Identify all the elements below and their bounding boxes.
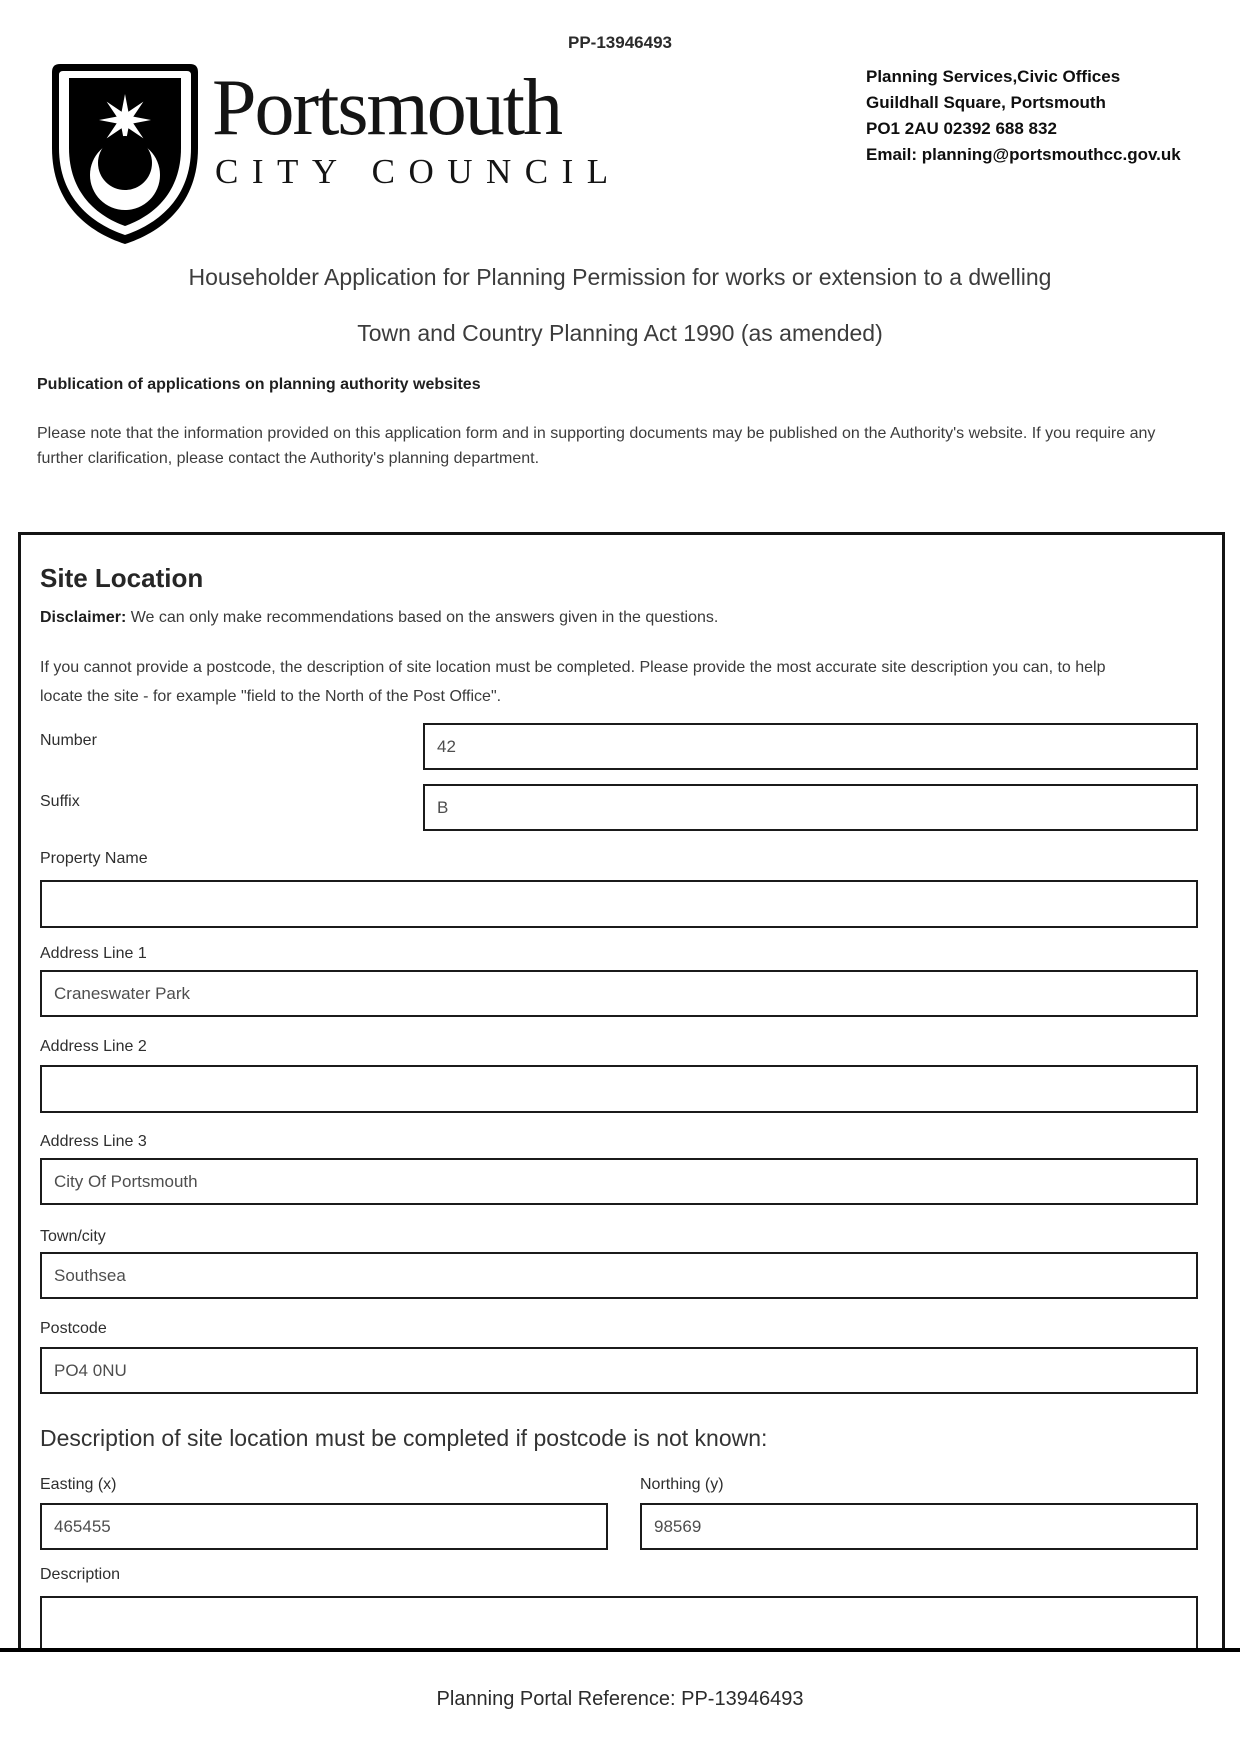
planning-portal-reference-footer: Planning Portal Reference: PP-13946493 — [436, 1688, 804, 1710]
council-wordmark — [212, 66, 712, 191]
city-crest-icon — [50, 62, 200, 246]
contact-line-address: Guildhall Square, Portsmouth — [866, 93, 1106, 112]
suffix-label: Suffix — [40, 793, 80, 810]
town-city-label: Town/city — [40, 1228, 106, 1245]
planning-office-contact-block — [866, 64, 1206, 168]
disclaimer-text — [40, 609, 718, 627]
council-name: Portsmouth — [212, 64, 561, 152]
contact-line-department: Planning Services,Civic Offices — [866, 67, 1121, 86]
address-line-1-field[interactable] — [40, 970, 1198, 1017]
number-label: Number — [40, 732, 97, 749]
easting-field[interactable] — [40, 1503, 608, 1550]
description-field[interactable] — [40, 1596, 1198, 1648]
easting-label: Easting (x) — [40, 1476, 117, 1493]
suffix-field[interactable] — [423, 784, 1198, 831]
page-break-divider — [0, 1648, 1240, 1652]
northing-label: Northing (y) — [640, 1476, 724, 1493]
northing-field[interactable] — [640, 1503, 1198, 1550]
description-label: Description — [40, 1566, 121, 1583]
address-line-3-label: Address Line 3 — [40, 1133, 147, 1150]
address-line-3-field[interactable] — [40, 1158, 1198, 1205]
property-name-field[interactable] — [40, 880, 1198, 928]
postcode-label: Postcode — [40, 1320, 107, 1337]
number-field[interactable] — [423, 723, 1198, 770]
address-line-1-label: Address Line 1 — [40, 945, 147, 962]
council-subname: CITY COUNCIL — [215, 152, 622, 191]
form-subtitle: Town and Country Planning Act 1990 (as amended) — [357, 320, 883, 346]
form-title: Householder Application for Planning Permission for works or extension to a dwelling — [188, 264, 1052, 290]
site-location-heading: Site Location — [40, 563, 204, 593]
address-line-2-label: Address Line 2 — [40, 1038, 147, 1055]
address-line-2-field[interactable] — [40, 1065, 1198, 1113]
postcode-guidance-text: If you cannot provide a postcode, the description of site location must be completed. Please provide the most accurate site description you can, to help locate the site - for example "field to the North of the Post Office". — [40, 659, 1106, 705]
planning-portal-reference-top: PP-13946493 — [568, 33, 672, 52]
contact-line-email: Email: planning@portsmouthcc.gov.uk — [866, 145, 1181, 164]
contact-line-postcode-phone: PO1 2AU 02392 688 832 — [866, 119, 1057, 138]
property-name-label: Property Name — [40, 850, 148, 867]
description-required-heading: Description of site location must be completed if postcode is not known: — [40, 1425, 768, 1451]
postcode-field[interactable] — [40, 1347, 1198, 1394]
portsmouth-crest-logo — [50, 62, 200, 251]
disclaimer-label: Disclaimer: — [40, 609, 127, 626]
site-location-section — [18, 532, 1225, 1648]
publication-heading: Publication of applications on planning authority websites — [37, 376, 481, 393]
crescent-cutout — [98, 136, 152, 190]
disclaimer-body: We can only make recommendations based on the answers given in the questions. — [126, 609, 719, 626]
publication-note: Please note that the information provided on this application form and in supporting documents may be published on the Authority's website. If you require any further clarification, please contact the Authority's planning department. — [37, 425, 1156, 467]
town-city-field[interactable] — [40, 1252, 1198, 1299]
